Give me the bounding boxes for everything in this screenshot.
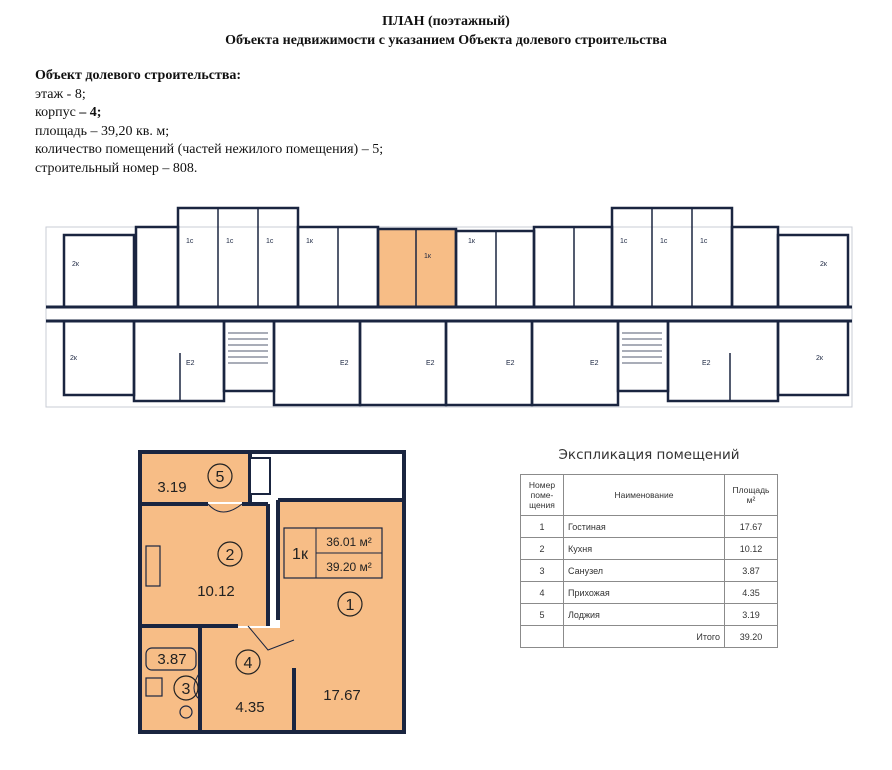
table-row: 3 Санузел 3.87 [521, 560, 778, 582]
object-building: корпус – 4; [35, 105, 102, 120]
fp-label-top-3: 1с [266, 238, 274, 245]
fp-label-top-7: 1с [620, 238, 628, 245]
explication-table [520, 474, 778, 648]
fp-label-top-1: 1с [186, 238, 194, 245]
room-5-area: 3.19 [157, 479, 187, 496]
apartment-plan [138, 450, 408, 735]
room-1-number: 1 [345, 597, 355, 614]
fp-label-bottom-6: Е2 [702, 360, 711, 367]
room-2-fill [142, 504, 266, 626]
unit-area-1: 36.01 м² [326, 535, 372, 549]
unit-area-badge [284, 528, 382, 578]
room-2-area: 10.12 [197, 583, 235, 600]
fp-label-bottom-2: Е2 [340, 360, 349, 367]
room-4-area: 4.35 [235, 699, 265, 716]
object-floor: этаж - 8; [35, 86, 86, 102]
fp-label-top-10: 2к [820, 261, 827, 268]
total-value: 39.20 [725, 626, 778, 648]
fp-label-top-9: 1с [700, 238, 708, 245]
object-number: строительный номер – 808. [35, 160, 198, 176]
fp-label-top-4: 1к [306, 238, 313, 245]
room-2-number: 2 [225, 547, 235, 564]
table-total-row [521, 626, 778, 648]
table-row: 4 Прихожая 4.35 [521, 582, 778, 604]
room-5-number: 5 [215, 469, 225, 486]
fp-label-bottom-1: Е2 [186, 360, 195, 367]
unit-area-2: 39.20 м² [326, 560, 372, 574]
fp-label-bottom-7: 2к [816, 355, 823, 362]
room-3-number: 3 [181, 681, 191, 698]
table-row: 1 Гостиная 17.67 [521, 516, 778, 538]
fp-label-top-5: 1к [424, 253, 431, 260]
fp-label-bottom-3: Е2 [426, 360, 435, 367]
object-heading: Объект долевого строительства: [35, 68, 242, 83]
page-title: ПЛАН (поэтажный) [382, 14, 510, 29]
fp-label-top-8: 1с [660, 238, 668, 245]
fp-label-top-6: 1к [468, 238, 475, 245]
header-no: Номер поме- щения [521, 475, 564, 516]
page-subtitle: Объекта недвижимости с указанием Объекта долевого строительства [225, 33, 667, 48]
object-area: площадь – 39,20 кв. м; [35, 123, 170, 139]
fp-label-top-0: 2к [72, 261, 79, 268]
object-info [35, 67, 383, 178]
unit-type: 1к [292, 546, 308, 563]
fp-label-top-2: 1с [226, 238, 234, 245]
floor-plan-overview [40, 203, 858, 411]
header-name: Наименование [564, 475, 725, 516]
room-3-area: 3.87 [157, 651, 187, 668]
object-rooms: количество помещений (частей нежилого помещения) – 5; [35, 142, 384, 157]
highlighted-apartment [378, 229, 456, 307]
room-4-number: 4 [243, 655, 253, 672]
fp-label-bottom-0: 2к [70, 355, 77, 362]
total-label: Итого [564, 626, 725, 648]
fp-label-bottom-5: Е2 [590, 360, 599, 367]
explication-title: Экспликация помещений [558, 447, 740, 463]
table-header-row [521, 475, 778, 516]
room-1-area: 17.67 [323, 687, 361, 704]
header-area: Площадь м² [725, 475, 778, 516]
table-row: 2 Кухня 10.12 [521, 538, 778, 560]
table-row: 5 Лоджия 3.19 [521, 604, 778, 626]
fp-label-bottom-4: Е2 [506, 360, 515, 367]
